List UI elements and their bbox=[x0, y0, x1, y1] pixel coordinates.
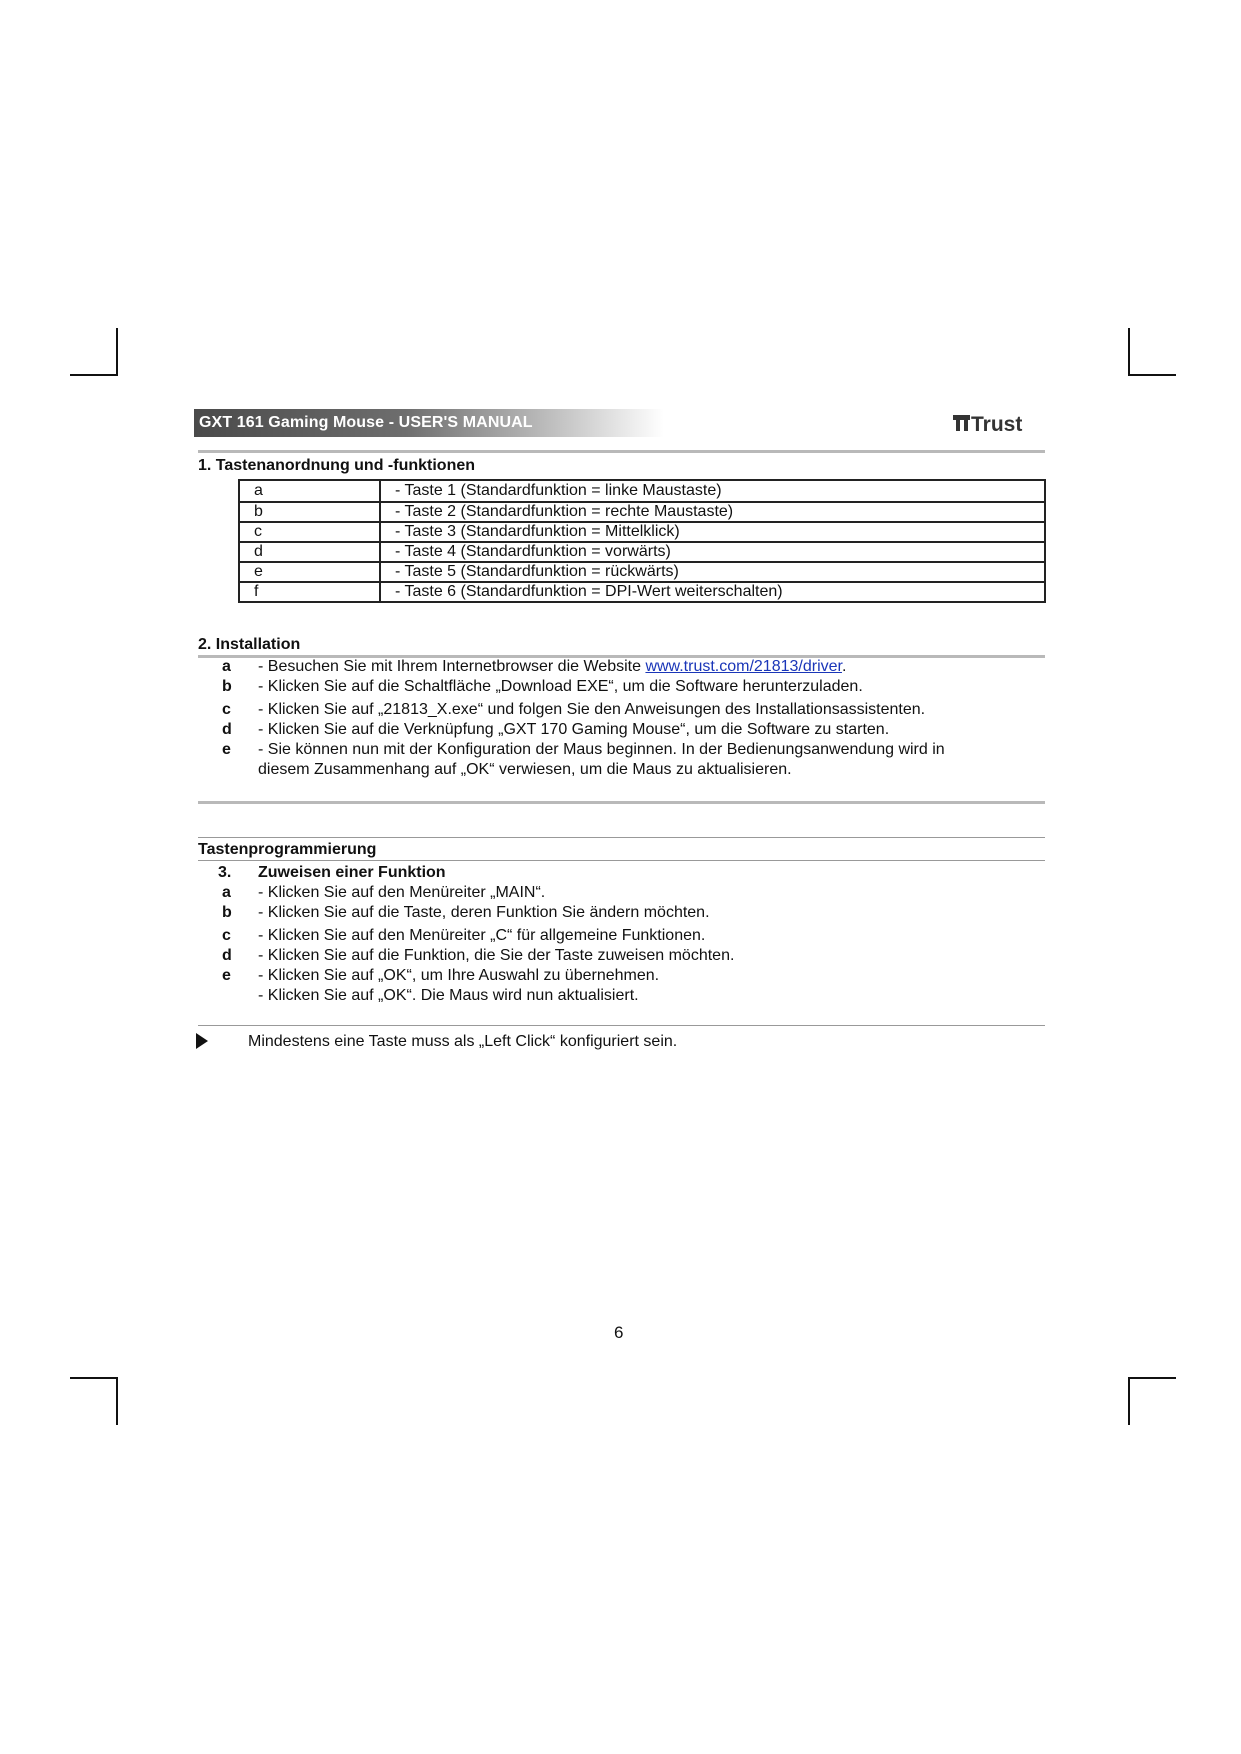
section-title-3: Tastenprogrammierung bbox=[198, 841, 377, 858]
section-title-2: 2. Installation bbox=[198, 636, 301, 653]
arrow-right-icon bbox=[196, 1033, 208, 1049]
install-step-a bbox=[258, 658, 846, 676]
table-cell-desc: - Taste 2 (Standardfunktion = rechte Maustaste) bbox=[380, 502, 1045, 522]
step-letter: d bbox=[222, 947, 232, 964]
note-rule bbox=[198, 1025, 1045, 1026]
step-letter: a bbox=[222, 658, 231, 675]
table-cell-desc: - Taste 6 (Standardfunktion = DPI-Wert weiterschalten) bbox=[380, 582, 1045, 602]
table-row bbox=[239, 502, 1045, 522]
subsection-number: 3. bbox=[218, 864, 232, 881]
table-row bbox=[239, 480, 1045, 502]
trust-logo-text: Trust bbox=[971, 413, 1023, 436]
crop-mark-bottom-left bbox=[70, 1377, 118, 1425]
table-row bbox=[239, 582, 1045, 602]
table-cell-key: a bbox=[239, 480, 380, 502]
install-step-c: - Klicken Sie auf „21813_X.exe“ und folgen Sie den Anweisungen des Installationsassistenten. bbox=[258, 701, 926, 718]
table-row bbox=[239, 522, 1045, 542]
section-title-1: 1. Tastenanordnung und -funktionen bbox=[198, 457, 476, 474]
crop-mark-top-left bbox=[70, 328, 118, 376]
table-cell-desc: - Taste 4 (Standardfunktion = vorwärts) bbox=[380, 542, 1045, 562]
table-cell-key: b bbox=[239, 502, 380, 522]
step-letter: c bbox=[222, 927, 231, 944]
document-title: GXT 161 Gaming Mouse - USER'S MANUAL bbox=[199, 414, 533, 431]
program-step-d: - Klicken Sie auf die Funktion, die Sie der Taste zuweisen möchten. bbox=[258, 947, 735, 964]
header-divider bbox=[198, 450, 1045, 453]
step-letter: c bbox=[222, 701, 231, 718]
table-row bbox=[239, 562, 1045, 582]
step-text: - Besuchen Sie mit Ihrem Internetbrowser die Website bbox=[258, 658, 646, 675]
note-text: Mindestens eine Taste muss als „Left Click“ konfiguriert sein. bbox=[248, 1033, 678, 1050]
subsection-title: Zuweisen einer Funktion bbox=[258, 864, 446, 881]
trust-logo-icon bbox=[953, 415, 970, 431]
program-step-final: - Klicken Sie auf „OK“. Die Maus wird nun aktualisiert. bbox=[258, 987, 639, 1004]
table-cell-key: d bbox=[239, 542, 380, 562]
button-table bbox=[238, 479, 1046, 603]
install-step-d: - Klicken Sie auf die Verknüpfung „GXT 170 Gaming Mouse“, um die Software zu starten. bbox=[258, 721, 890, 738]
step-letter: e bbox=[222, 741, 231, 758]
install-step-e-line2: diesem Zusammenhang auf „OK“ verwiesen, um die Maus zu aktualisieren. bbox=[258, 761, 792, 778]
section-3-top-rule bbox=[198, 837, 1045, 838]
table-cell-desc: - Taste 3 (Standardfunktion = Mittelklick) bbox=[380, 522, 1045, 542]
section-3-rule bbox=[198, 860, 1045, 861]
step-letter: a bbox=[222, 884, 231, 901]
page-number: 6 bbox=[614, 1323, 624, 1342]
program-step-a: - Klicken Sie auf den Menüreiter „MAIN“. bbox=[258, 884, 546, 901]
trust-logo bbox=[953, 410, 1043, 438]
table-cell-desc: - Taste 1 (Standardfunktion = linke Maustaste) bbox=[380, 480, 1045, 502]
table-cell-key: e bbox=[239, 562, 380, 582]
table-row bbox=[239, 542, 1045, 562]
step-letter: b bbox=[222, 678, 232, 695]
install-step-e: - Sie können nun mit der Konfiguration der Maus beginnen. In der Bedienungsanwendung wird in bbox=[258, 741, 945, 758]
step-letter: d bbox=[222, 721, 232, 738]
step-letter: e bbox=[222, 967, 231, 984]
table-cell-desc: - Taste 5 (Standardfunktion = rückwärts) bbox=[380, 562, 1045, 582]
table-cell-key: f bbox=[239, 582, 380, 602]
program-step-b: - Klicken Sie auf die Taste, deren Funktion Sie ändern möchten. bbox=[258, 904, 710, 921]
step-letter: b bbox=[222, 904, 232, 921]
table-cell-key: c bbox=[239, 522, 380, 542]
program-step-e: - Klicken Sie auf „OK“, um Ihre Auswahl zu übernehmen. bbox=[258, 967, 660, 984]
section-divider bbox=[198, 801, 1045, 804]
driver-link[interactable]: www.trust.com/21813/driver bbox=[645, 658, 842, 675]
crop-mark-bottom-right bbox=[1128, 1377, 1176, 1425]
install-step-b: - Klicken Sie auf die Schaltfläche „Download EXE“, um die Software herunterzuladen. bbox=[258, 678, 863, 695]
crop-mark-top-right bbox=[1128, 328, 1176, 376]
program-step-c: - Klicken Sie auf den Menüreiter „C“ für allgemeine Funktionen. bbox=[258, 927, 706, 944]
step-text-end: . bbox=[841, 658, 847, 675]
